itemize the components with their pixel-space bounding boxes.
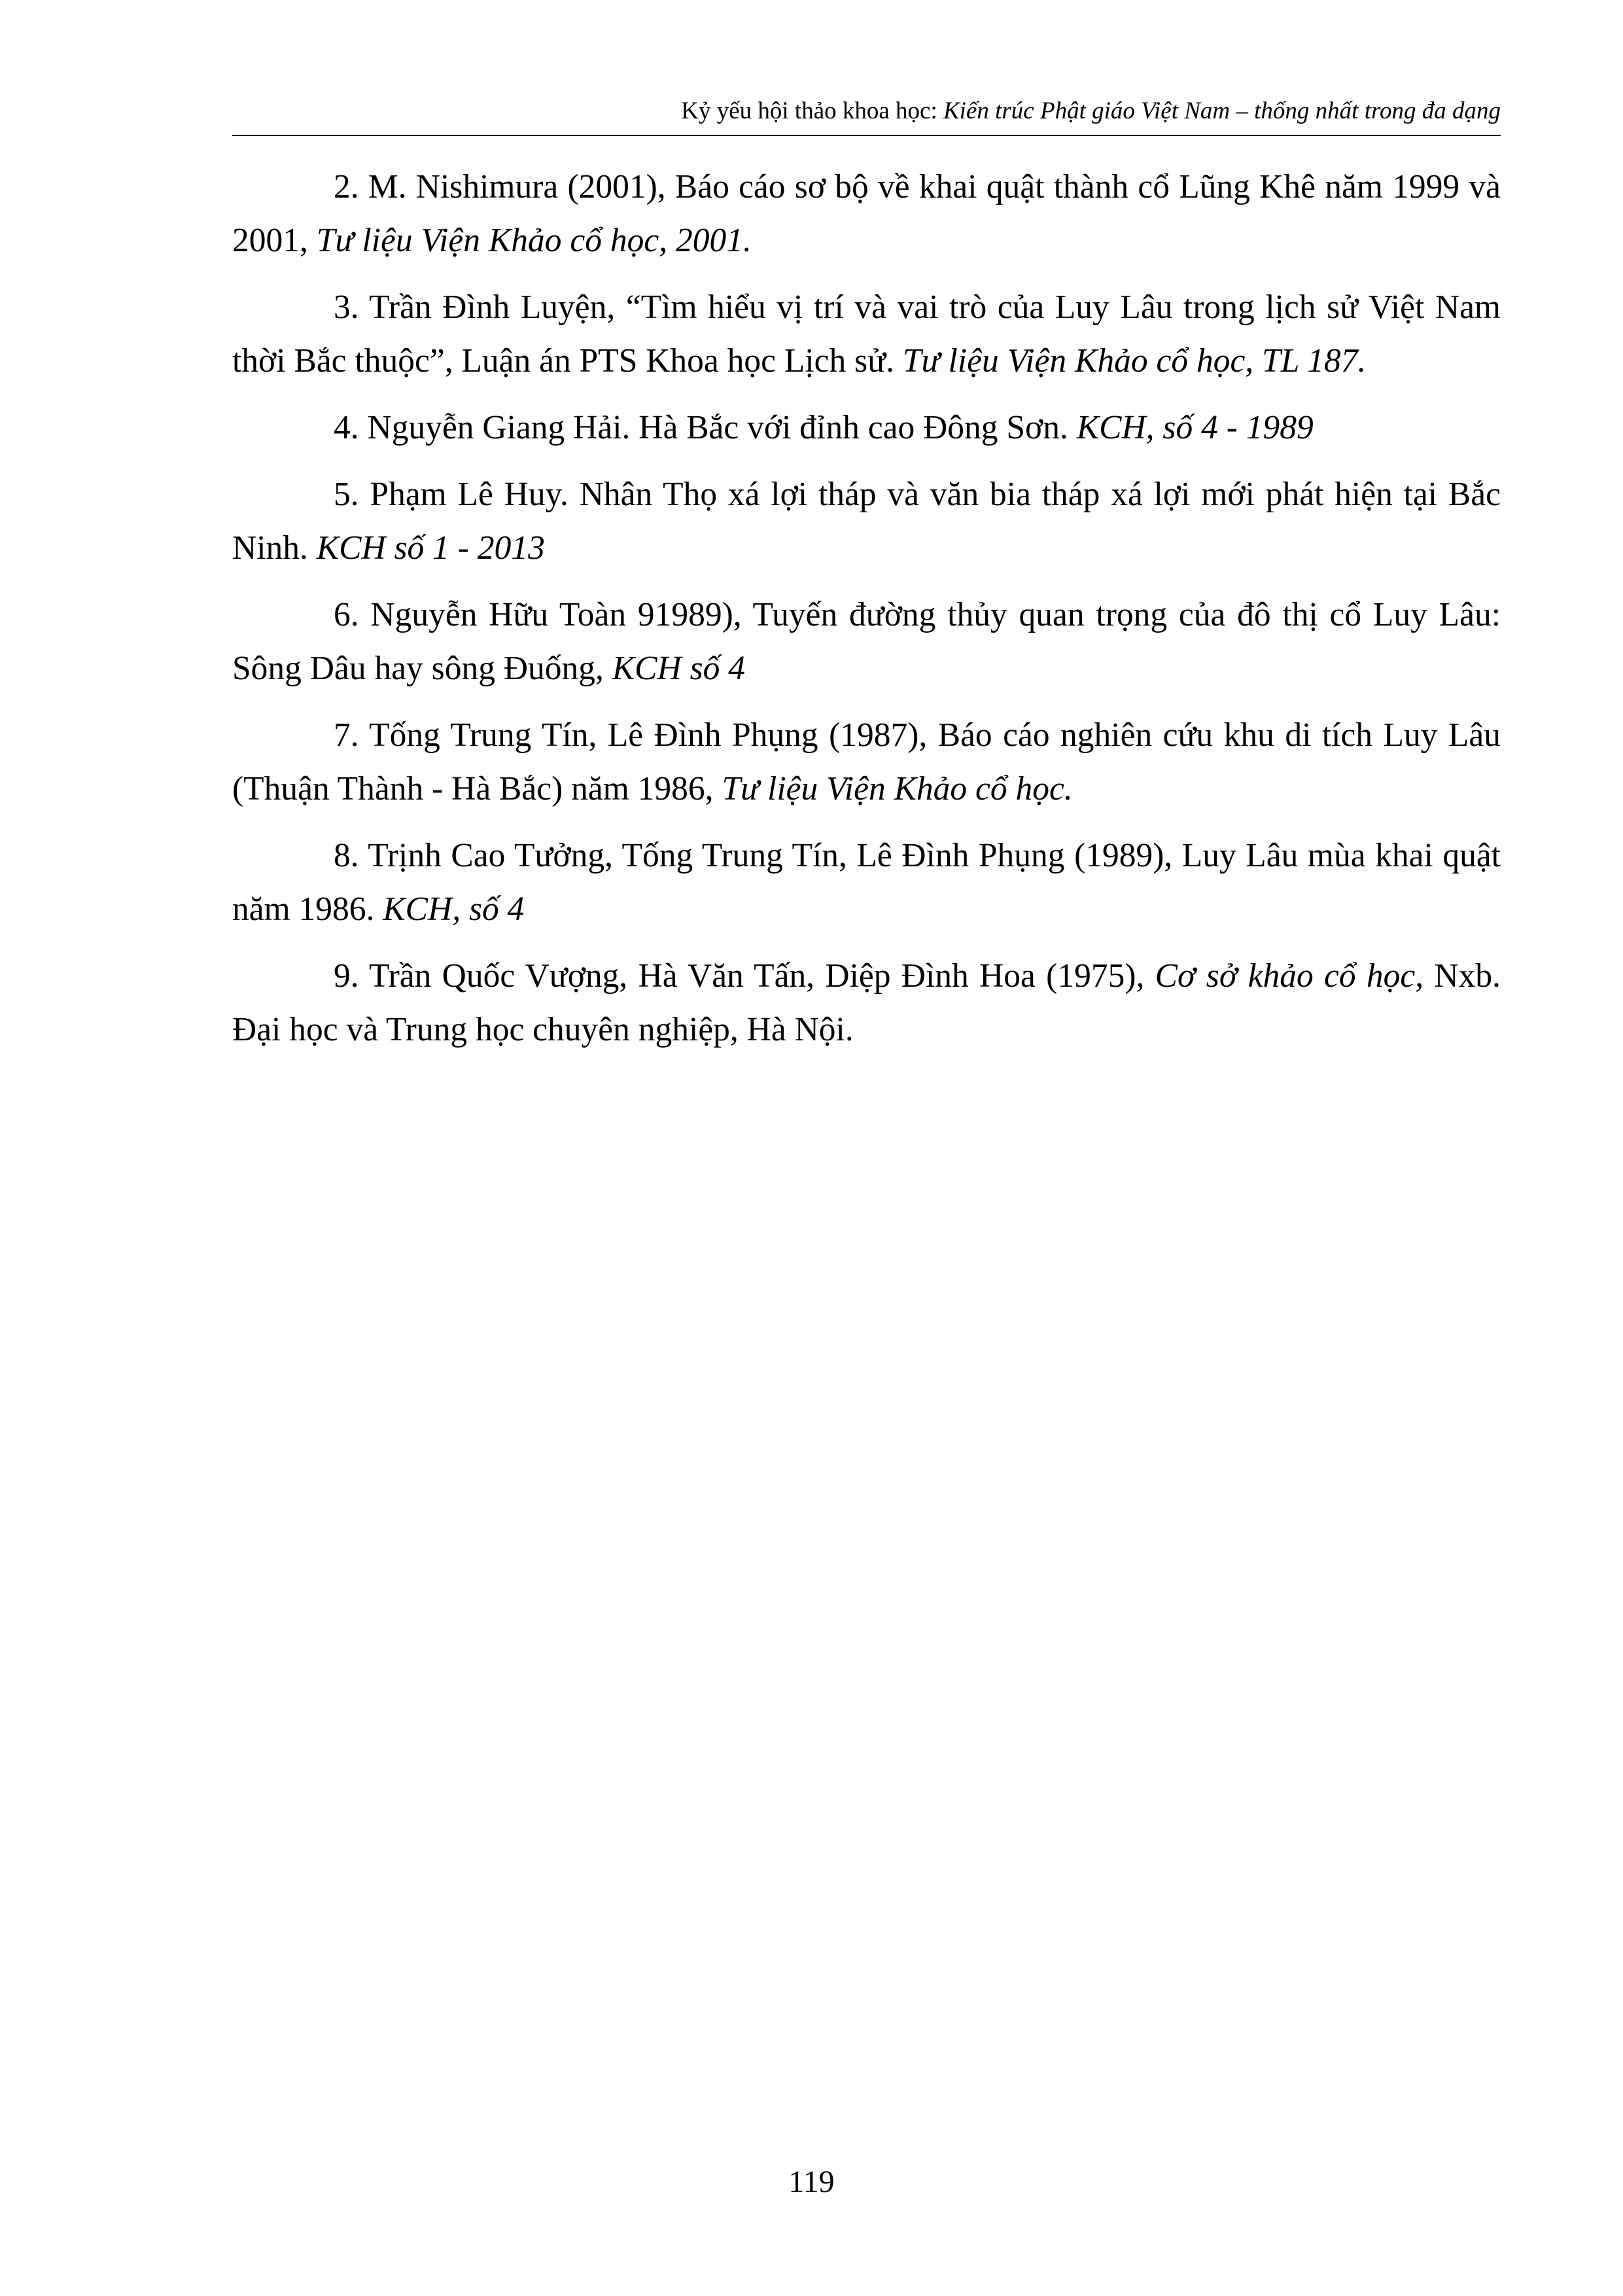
reference-text: 7. Tống Trung Tín, Lê Đình Phụng (1987), Báo cáo nghiên cứu khu di tích Luy Lâu (Thuận Thành - Hà Bắc) năm 1986, [232, 716, 1501, 807]
reference-source: KCH số 1 - 2013 [316, 529, 545, 567]
reference-item-9 [232, 949, 1501, 1057]
reference-source: Tư liệu Viện Khảo cổ học, 2001. [316, 222, 752, 259]
reference-item-3 [232, 281, 1501, 388]
reference-tail: Nxb. Đại học và Trung học chuyên nghiệp, Hà Nội. [232, 957, 1501, 1048]
reference-source: KCH số 4 [612, 650, 745, 687]
reference-text: 9. Trần Quốc Vượng, Hà Văn Tấn, Diệp Đình Hoa (1975), [334, 957, 1155, 995]
reference-item-6 [232, 588, 1501, 696]
reference-text: 3. Trần Đình Luyện, “Tìm hiểu vị trí và vai trò của Luy Lâu trong lịch sử Việt Nam thời Bắc thuộc”, Luận án PTS Khoa học Lịch sử. [232, 289, 1501, 380]
reference-item-2 [232, 160, 1501, 268]
reference-text: 5. Phạm Lê Huy. Nhân Thọ xá lợi tháp và văn bia tháp xá lợi mới phát hiện tại Bắc Ninh. [232, 476, 1501, 567]
reference-source: Tư liệu Viện Khảo cổ học. [722, 770, 1073, 807]
reference-text: 8. Trịnh Cao Tưởng, Tống Trung Tín, Lê Đình Phụng (1989), Luy Lâu mùa khai quật năm 1986. [232, 837, 1501, 928]
header-title: Kiến trúc Phật giáo Việt Nam – thống nhất trong đa dạng [943, 97, 1501, 124]
page-number: 119 [788, 2164, 835, 2199]
reference-text: 2. M. Nishimura (2001), Báo cáo sơ bộ về khai quật thành cổ Lũng Khê năm 1999 và 2001, [232, 168, 1501, 259]
reference-source: Cơ sở khảo cổ học, [1155, 957, 1424, 995]
reference-source: KCH, số 4 [383, 891, 525, 928]
header-prefix: Kỷ yếu hội thảo khoa học: [681, 97, 943, 124]
running-header [681, 96, 1501, 127]
reference-source: Tư liệu Viện Khảo cổ học, TL 187. [902, 342, 1367, 380]
reference-source: KCH, số 4 - 1989 [1076, 409, 1314, 446]
reference-item-5 [232, 468, 1501, 575]
header-divider [232, 135, 1501, 136]
reference-item-8 [232, 829, 1501, 936]
reference-text: 6. Nguyễn Hữu Toàn 91989), Tuyến đường thủy quan trọng của đô thị cổ Luy Lâu: Sông Dâu hay sông Đuống, [232, 596, 1501, 687]
reference-item-7 [232, 709, 1501, 816]
reference-text: 4. Nguyễn Giang Hải. Hà Bắc với đỉnh cao Đông Sơn. [334, 409, 1077, 446]
reference-item-4 [232, 401, 1501, 455]
reference-list [232, 160, 1501, 1070]
